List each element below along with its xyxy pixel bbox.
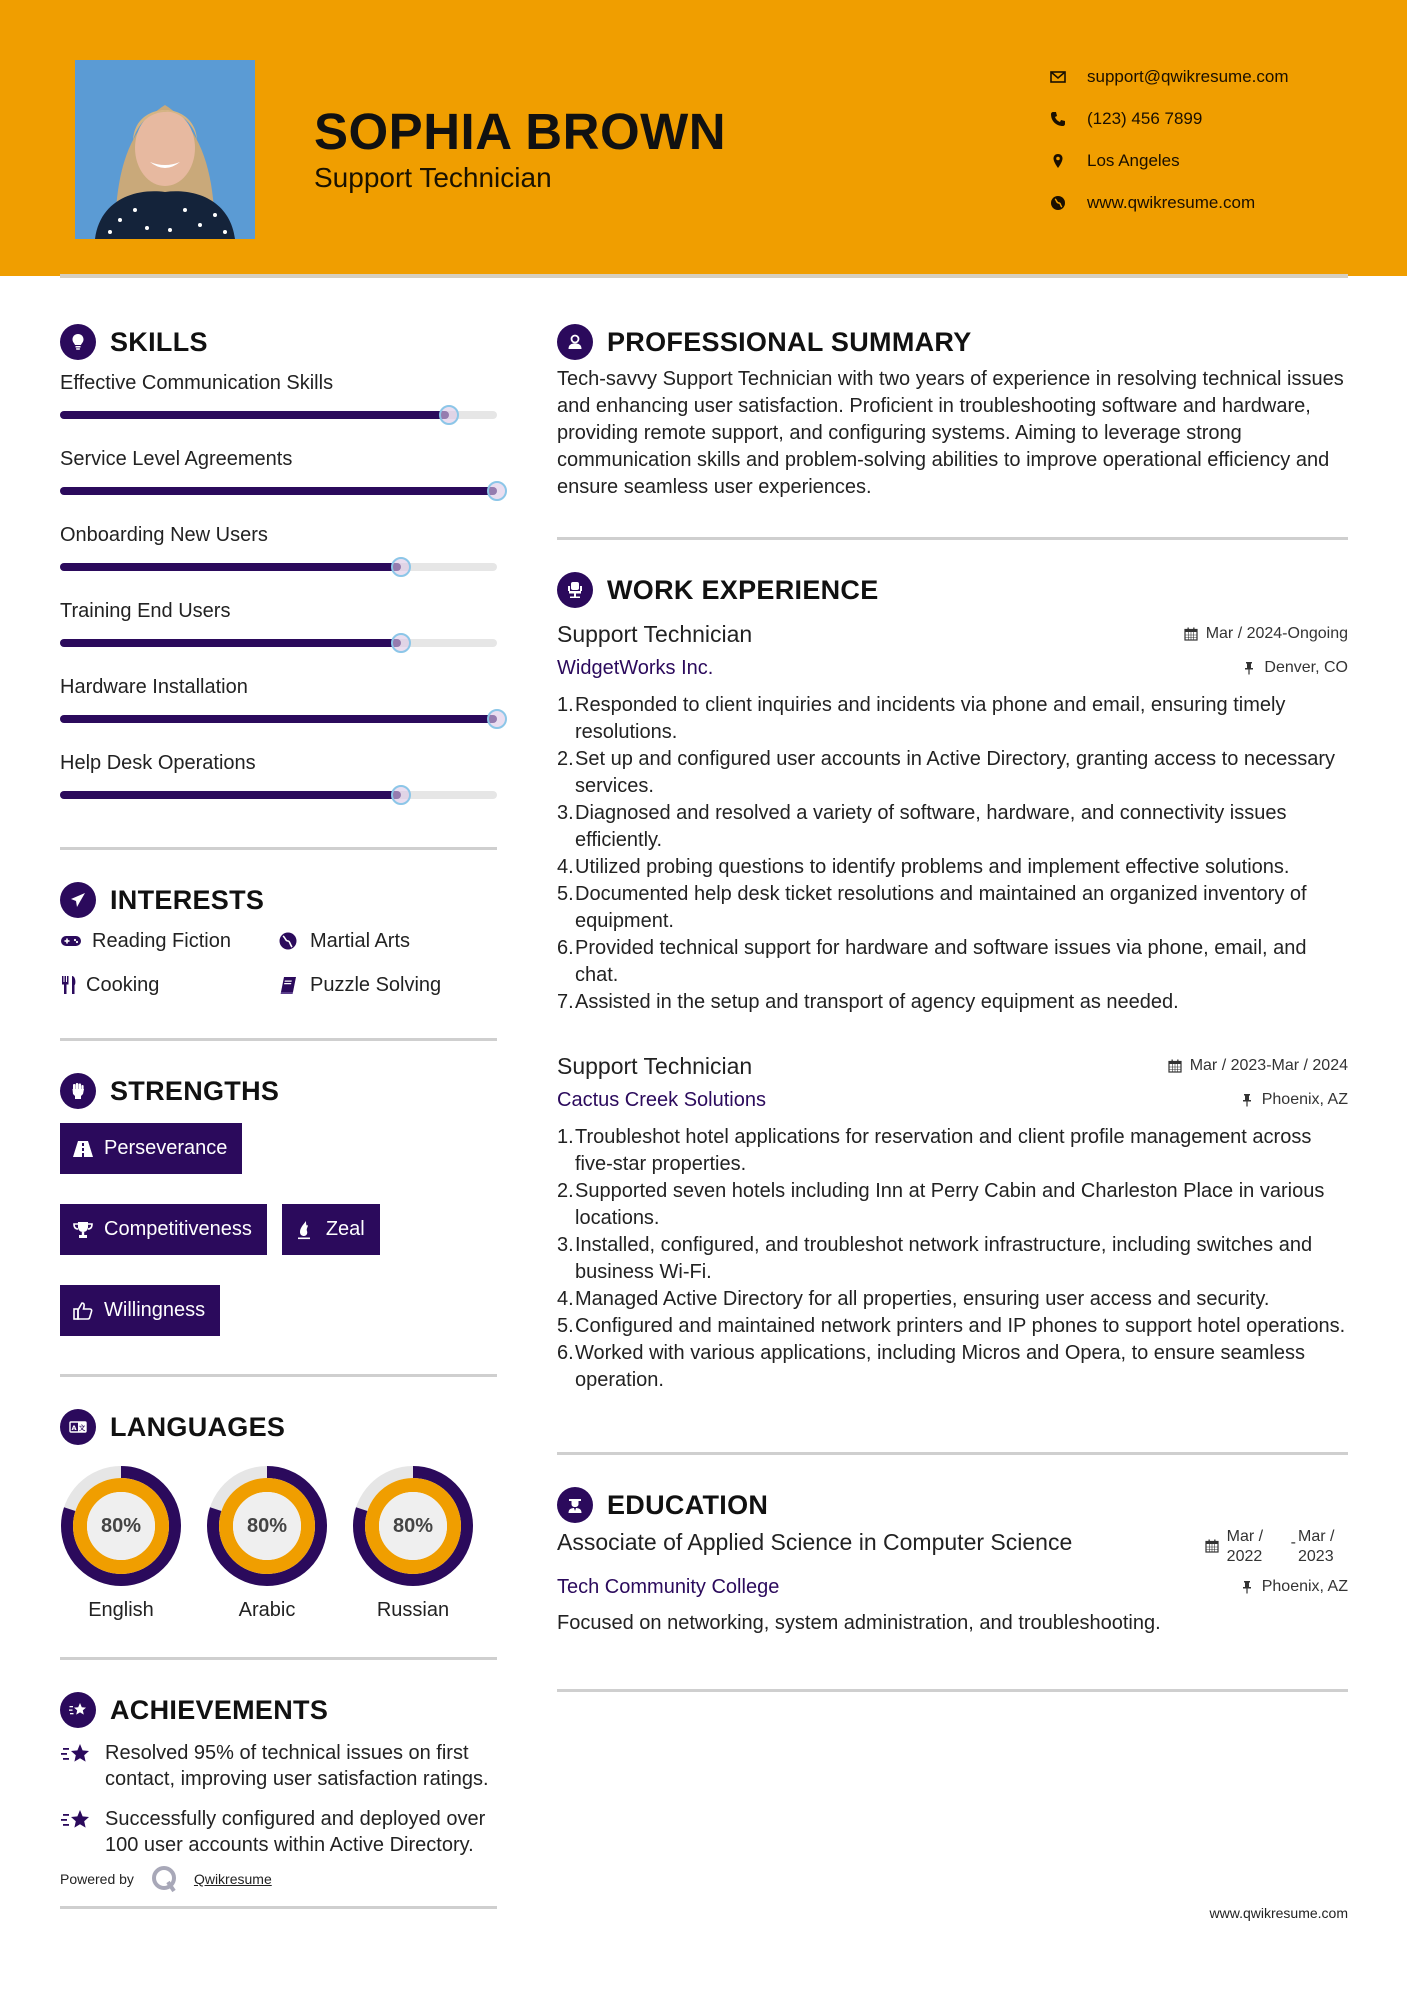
contact-phone[interactable] [1050, 98, 1289, 140]
job-bullets [557, 1124, 1348, 1394]
calendar-icon [1205, 1539, 1219, 1553]
language-progress-ring [60, 1465, 182, 1587]
skill-bar [60, 563, 497, 571]
contact-location [1050, 140, 1289, 182]
skill-label: Training End Users [60, 600, 231, 622]
job-bullet: 5. Configured and maintained network printers and IP phones to support hotel operations. [557, 1315, 1346, 1337]
languages-section [60, 1405, 497, 1660]
achievement-text: Successfully configured and deployed over 100 user accounts within Active Directory. [105, 1808, 486, 1856]
fire-icon [294, 1220, 316, 1240]
skill-bar [60, 487, 497, 495]
job-bullet: 5. Documented help desk ticket resolutions and maintained an organized inventory of equipment. [557, 883, 1307, 932]
thumbs-up-icon [72, 1301, 94, 1321]
language-icon [60, 1409, 96, 1445]
strengths-list [60, 1123, 497, 1336]
svg-text:A: A [71, 1424, 77, 1432]
company-name: WidgetWorks Inc. [557, 657, 714, 679]
strength-label: Perseverance [104, 1137, 228, 1159]
contact-website-text[interactable]: www.qwikresume.com [1087, 193, 1256, 212]
degree-title: Associate of Applied Science in Computer Science [557, 1529, 1073, 1555]
skill-bar [60, 715, 497, 723]
language-progress-ring [206, 1465, 328, 1587]
language-name: Arabic [238, 1599, 296, 1621]
interest-label: Reading Fiction [92, 929, 231, 952]
summary-section [557, 320, 1348, 540]
education-start: Mar / 2022 [1226, 1528, 1264, 1565]
interests-title: INTERESTS [110, 884, 265, 915]
trophy-icon [72, 1220, 94, 1240]
job-bullet: 6. Provided technical support for hardware and software issues via phone, email, and chat. [557, 937, 1307, 986]
contact-email-text[interactable]: support@qwikresume.com [1087, 67, 1289, 86]
paper-plane-icon [60, 882, 96, 918]
candidate-title: Support Technician [314, 162, 552, 193]
job-bullets [557, 692, 1348, 1016]
language-progress-ring [352, 1465, 474, 1587]
contact-website[interactable] [1050, 182, 1289, 224]
footer-website[interactable]: www.qwikresume.com [1209, 1905, 1348, 1921]
interests-list [60, 926, 497, 1000]
pushpin-icon [1240, 1580, 1254, 1594]
job-bullet: 1. Responded to client inquiries and incidents via phone and email, ensuring timely resolutions. [557, 694, 1286, 743]
section-divider [60, 847, 497, 850]
skills-heading [60, 320, 497, 364]
skill-knob [487, 481, 507, 501]
education-description: Focused on networking, system administration, and troubleshooting. [557, 1612, 1161, 1634]
summary-title: PROFESSIONAL SUMMARY [607, 326, 972, 357]
shooting-star-icon [60, 1806, 105, 1858]
envelope-icon [1050, 69, 1087, 85]
achievements-title: ACHIEVEMENTS [110, 1694, 329, 1725]
interest-item [278, 926, 497, 956]
summary-text: Tech-savvy Support Technician with two years of experience in resolving technical issues and enhancing user satisfaction. Proficient in troubleshooting software and hardware, providing remote support, and configuring systems. Aiming to leverage strong communication skills and problem-solving abilities to improve operational efficiency and ensure seamless user experiences. [557, 368, 1344, 498]
job-dates: Mar / 2023-Mar / 2024 [1168, 1057, 1348, 1075]
achievement-item [60, 1806, 497, 1858]
interest-label: Puzzle Solving [310, 973, 442, 996]
strength-badge [60, 1204, 267, 1255]
pushpin-icon [1242, 661, 1256, 675]
strength-label: Zeal [325, 1218, 365, 1240]
book-icon [278, 975, 308, 995]
skill-label: Service Level Agreements [60, 448, 293, 470]
section-divider [557, 537, 1348, 540]
job-dates: Mar / 2024-Ongoing [1184, 625, 1348, 643]
candidate-name: SOPHIA BROWN [314, 103, 727, 160]
strength-label: Competitiveness [104, 1218, 252, 1240]
contact-list [1050, 56, 1289, 224]
section-divider [60, 1657, 497, 1660]
skill-knob [391, 785, 411, 805]
map-marker-icon [1050, 153, 1087, 169]
utensils-icon [60, 975, 84, 995]
contact-phone-text[interactable]: (123) 456 7899 [1087, 109, 1203, 128]
calendar-icon [1168, 1059, 1182, 1073]
profile-photo [75, 60, 255, 239]
skill-bar [60, 411, 497, 419]
strengths-heading [60, 1069, 497, 1113]
office-chair-icon [557, 572, 593, 608]
raised-fist-icon [60, 1073, 96, 1109]
section-divider [60, 1906, 497, 1909]
shooting-star-icon [60, 1740, 105, 1792]
skill-knob [391, 633, 411, 653]
company-name: Cactus Creek Solutions [557, 1089, 766, 1111]
skill-item [60, 520, 497, 571]
achievements-section [60, 1688, 497, 1909]
road-icon [72, 1139, 94, 1159]
lightbulb-icon [60, 324, 96, 360]
languages-list [60, 1465, 497, 1622]
contact-email[interactable] [1050, 56, 1289, 98]
skill-label: Help Desk Operations [60, 752, 256, 774]
skills-section [60, 320, 497, 850]
job-bullet: 4. Managed Active Directory for all properties, ensuring user access and security. [557, 1288, 1270, 1310]
education-heading [557, 1483, 1348, 1527]
skill-label: Effective Communication Skills [60, 372, 334, 394]
contact-location-text: Los Angeles [1087, 151, 1180, 170]
summary-heading [557, 320, 1348, 364]
experience-title: WORK EXPERIENCE [607, 574, 879, 605]
skill-knob [439, 405, 459, 425]
job-bullet: 3. Diagnosed and resolved a variety of software, hardware, and connectivity issues efficiently. [557, 802, 1287, 851]
qwikresume-logo-icon [150, 1864, 180, 1894]
right-column [557, 320, 1348, 1692]
skills-list [60, 368, 497, 799]
job-bullet: 3. Installed, configured, and troubleshot network infrastructure, including switches and business Wi-Fi. [557, 1234, 1313, 1283]
language-item [60, 1465, 182, 1622]
pushpin-icon [1240, 1093, 1254, 1107]
education-section [557, 1483, 1348, 1692]
education-dates [1205, 1527, 1348, 1567]
school-location: Phoenix, AZ [1240, 1578, 1348, 1596]
skill-item [60, 672, 497, 723]
skill-item [60, 368, 497, 419]
strengths-section [60, 1069, 497, 1377]
interest-item [278, 970, 497, 1000]
section-divider [557, 1689, 1348, 1692]
language-name: Russian [376, 1599, 450, 1621]
skill-bar [60, 791, 497, 799]
experience-heading [557, 568, 1348, 612]
skill-label: Hardware Installation [60, 676, 248, 698]
powered-by [60, 1862, 497, 1896]
strength-badge [60, 1285, 220, 1336]
interest-label: Cooking [86, 973, 160, 996]
globe-icon [1050, 195, 1087, 211]
job-entry [557, 616, 1348, 1016]
powered-by-label: Powered by [60, 1871, 134, 1887]
calendar-icon [1184, 627, 1198, 641]
left-column [60, 320, 497, 1909]
skill-knob [391, 557, 411, 577]
profile-photo-illustration [75, 60, 255, 239]
interests-heading [60, 878, 497, 922]
skills-title: SKILLS [110, 326, 208, 357]
job-title: Support Technician [557, 1053, 753, 1079]
achievement-item [60, 1740, 497, 1792]
job-bullet: 1. Troubleshot hotel applications for reservation and client profile management across five-star properties. [557, 1126, 1312, 1175]
education-end: Mar / 2023 [1298, 1528, 1335, 1565]
language-name: English [88, 1599, 154, 1621]
job-bullet: 2. Set up and configured user accounts in Active Directory, granting access to necessary services. [557, 748, 1336, 797]
section-divider [60, 1038, 497, 1041]
strengths-title: STRENGTHS [110, 1075, 280, 1106]
language-percent: 80% [100, 1514, 142, 1537]
date-separator: - [1290, 1534, 1296, 1551]
skill-item [60, 444, 497, 495]
svg-text:文: 文 [78, 1424, 86, 1432]
section-divider [60, 1374, 497, 1377]
interest-label: Martial Arts [310, 929, 411, 952]
skill-label: Onboarding New Users [60, 524, 268, 546]
language-item [352, 1465, 474, 1622]
education-title: EDUCATION [607, 1489, 769, 1520]
graduate-icon [557, 1487, 593, 1523]
language-item [206, 1465, 328, 1622]
job-bullet: 6. Worked with various applications, including Micros and Opera, to ensure seamless operation. [557, 1342, 1305, 1391]
skill-item [60, 748, 497, 799]
school-name: Tech Community College [557, 1576, 780, 1598]
languages-heading [60, 1405, 497, 1449]
job-bullet: 4. Utilized probing questions to identify problems and implement effective solutions. [557, 856, 1290, 878]
skill-knob [487, 709, 507, 729]
qwikresume-link[interactable]: Qwikresume [193, 1871, 272, 1887]
job-title: Support Technician [557, 621, 753, 647]
interest-item [60, 970, 278, 1000]
interest-item [60, 926, 278, 956]
gamepad-icon [60, 931, 90, 951]
job-location: Denver, CO [1242, 659, 1348, 677]
languages-title: LANGUAGES [110, 1411, 286, 1442]
achievement-text: Resolved 95% of technical issues on first contact, improving user satisfaction ratings. [105, 1742, 489, 1790]
job-bullet: 7. Assisted in the setup and transport of agency equipment as needed. [557, 991, 1179, 1013]
section-divider [557, 1452, 1348, 1455]
strength-label: Willingness [104, 1299, 206, 1321]
strength-badge [282, 1204, 380, 1255]
interests-section [60, 878, 497, 1041]
job-bullet: 2. Supported seven hotels including Inn at Perry Cabin and Charleston Place in various locations. [557, 1180, 1325, 1229]
resume-header [0, 0, 1407, 276]
job-entry [557, 1048, 1348, 1394]
language-percent: 80% [392, 1514, 434, 1537]
skill-bar [60, 639, 497, 647]
achievements-heading [60, 1688, 497, 1732]
skill-item [60, 596, 497, 647]
globe-icon [278, 931, 308, 951]
user-icon [557, 324, 593, 360]
experience-section [557, 568, 1348, 1455]
header-divider [60, 274, 1348, 278]
job-location: Phoenix, AZ [1240, 1091, 1348, 1109]
strength-badge [60, 1123, 242, 1174]
phone-icon [1050, 111, 1087, 127]
shooting-star-icon [60, 1692, 96, 1728]
language-percent: 80% [246, 1514, 288, 1537]
